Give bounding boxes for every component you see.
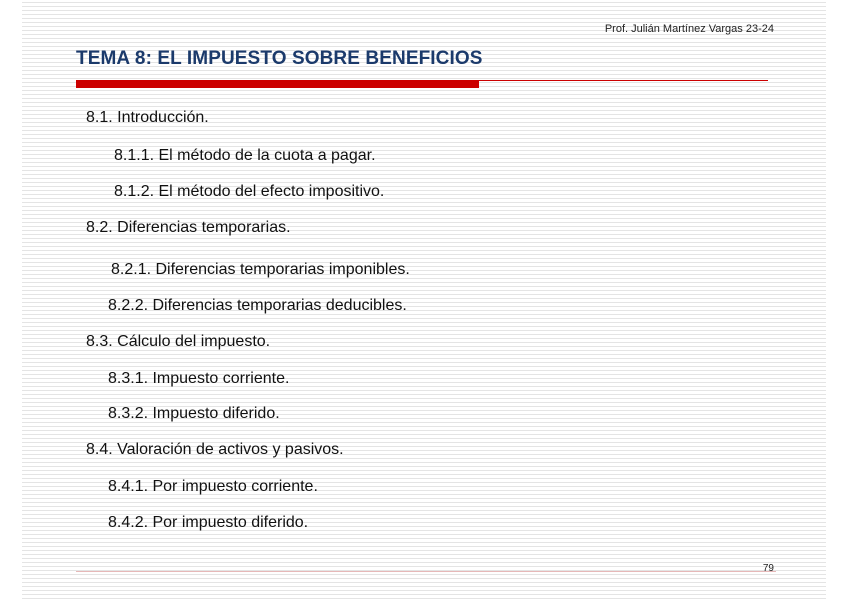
footer-divider: [76, 571, 776, 572]
toc-item-8-4: 8.4. Valoración de activos y pasivos.: [86, 441, 344, 458]
toc-item-8-3-1: 8.3.1. Impuesto corriente.: [108, 370, 290, 387]
toc-item-8-2-1: 8.2.1. Diferencias temporarias imponibles.: [111, 261, 410, 278]
toc-item-8-1-2: 8.1.2. El método del efecto impositivo.: [114, 183, 385, 200]
toc-item-8-1: 8.1. Introducción.: [86, 109, 209, 126]
toc-item-8-3: 8.3. Cálculo del impuesto.: [86, 333, 271, 350]
toc-item-8-1-1: 8.1.1. El método de la cuota a pagar.: [114, 147, 376, 164]
slide-title: TEMA 8: EL IMPUESTO SOBRE BENEFICIOS: [76, 48, 483, 69]
toc-item-8-3-2: 8.3.2. Impuesto diferido.: [108, 405, 280, 422]
author-credit: Prof. Julián Martínez Vargas 23-24: [604, 23, 774, 35]
page-number: 79: [762, 563, 774, 574]
toc-item-8-2-2: 8.2.2. Diferencias temporarias deducibles.: [108, 297, 407, 314]
toc-item-8-2: 8.2. Diferencias temporarias.: [86, 219, 291, 236]
toc-item-8-4-2: 8.4.2. Por impuesto diferido.: [108, 514, 309, 531]
toc-item-8-4-1: 8.4.1. Por impuesto corriente.: [108, 478, 318, 495]
